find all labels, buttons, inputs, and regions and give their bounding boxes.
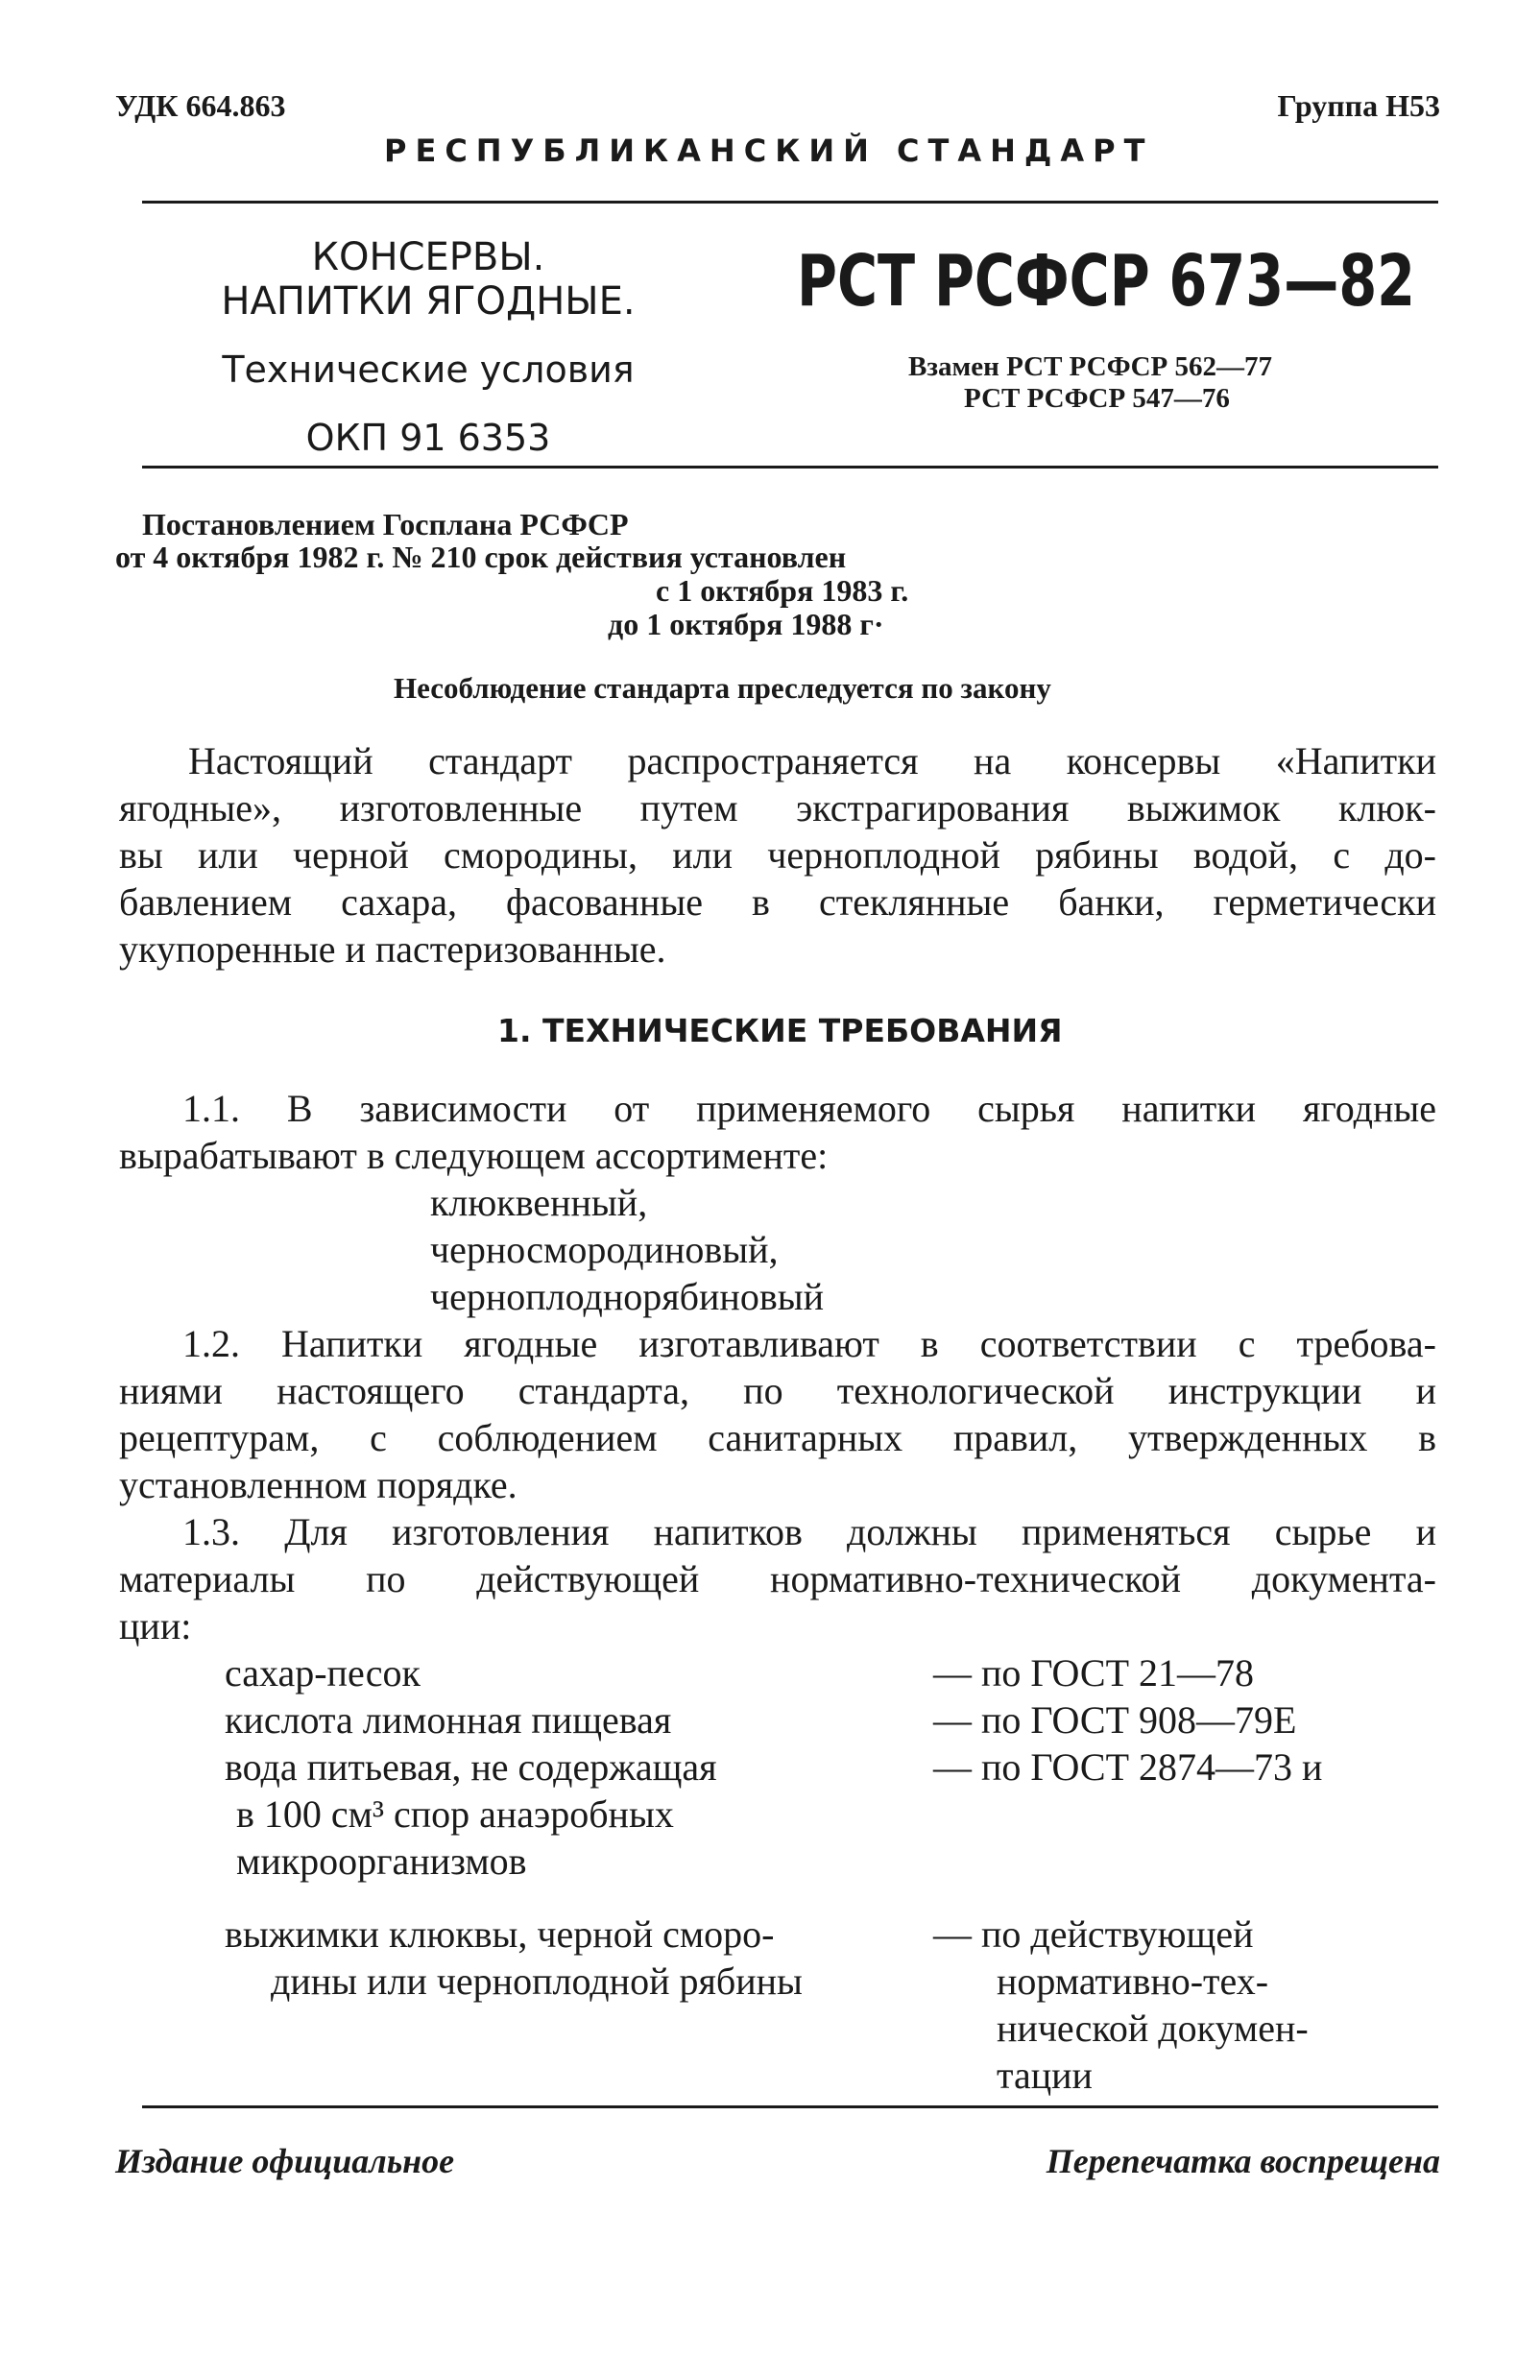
material-name: кислота лимонная пищевая: [225, 1698, 672, 1742]
intro-line: ягодные», изготовленные путем экстрагирования выжимок клюк-: [119, 786, 1436, 829]
material-name: вода питьевая, не содержащая: [225, 1745, 717, 1789]
decree-line1: Постановлением Госплана РСФСР: [142, 507, 629, 541]
spec-title: Технические условия: [222, 349, 635, 391]
p12-line: 1.2. Напитки ягодные изготавливают в соответствии с требова-: [182, 1322, 1436, 1365]
udk-code: УДК 664.863: [115, 88, 286, 123]
material-ref: нормативно-тех-: [997, 1959, 1269, 2003]
material-name: дины или черноплодной рябины: [271, 1959, 803, 2003]
material-name: в 100 см³ спор анаэробных: [236, 1792, 674, 1836]
intro-line: бавлением сахара, фасованные в стеклянные банки, герметически: [119, 880, 1436, 924]
assortment-item: клюквенный,: [430, 1181, 648, 1224]
material-name: микроорганизмов: [236, 1839, 527, 1883]
law-warning: Несоблюдение стандарта преследуется по закону: [394, 671, 1051, 705]
material-ref: — по ГОСТ 908—79Е: [933, 1698, 1297, 1742]
p12-line: рецептурам, с соблюдением санитарных правил, утвержденных в: [119, 1416, 1436, 1459]
replaces-line2: РСТ РСФСР 547—76: [964, 383, 1230, 414]
decree-line4: до 1 октября 1988 г·: [608, 607, 884, 641]
p13-line: ции:: [119, 1604, 192, 1647]
p13-line: материалы по действующей нормативно-технической документа-: [119, 1557, 1436, 1600]
product-title-line2: НАПИТКИ ЯГОДНЫЕ.: [221, 279, 636, 324]
material-ref: — по ГОСТ 2874—73 и: [933, 1745, 1323, 1789]
p11-line: 1.1. В зависимости от применяемого сырья напитки ягодные: [182, 1087, 1436, 1130]
intro-line: вы или черной смородины, или черноплодной рябины водой, с до-: [119, 833, 1436, 877]
group-code: Группа Н53: [1277, 88, 1440, 123]
p12-line: установленном порядке.: [119, 1463, 517, 1506]
reprint-prohibited-note: Перепечатка воспрещена: [1046, 2142, 1440, 2180]
p12-line: ниями настоящего стандарта, по технологической инструкции и: [119, 1369, 1436, 1412]
okp-code: ОКП 91 6353: [305, 417, 551, 459]
decree-line2: от 4 октября 1982 г. № 210 срок действия установлен: [115, 540, 847, 574]
p13-line: 1.3. Для изготовления напитков должны применяться сырье и: [182, 1510, 1436, 1553]
section-title: 1. ТЕХНИЧЕСКИЕ ТРЕБОВАНИЯ: [497, 1012, 1063, 1049]
republican-standard-subtitle: РЕСПУБЛИКАНСКИЙ СТАНДАРТ: [384, 132, 1154, 169]
p11-line: вырабатывают в следующем ассортименте:: [119, 1134, 829, 1177]
decree-line3: с 1 октября 1983 г.: [656, 573, 909, 608]
product-title-line1: КОНСЕРВЫ.: [311, 235, 545, 279]
replaces-line1: Взамен РСТ РСФСР 562—77: [908, 351, 1273, 382]
material-name: выжимки клюквы, черной сморо-: [225, 1912, 775, 1956]
footer-rule: [142, 2105, 1438, 2108]
assortment-item: черносмородиновый,: [430, 1228, 779, 1271]
material-ref: нической докумен-: [997, 2007, 1309, 2050]
material-ref: — по ГОСТ 21—78: [933, 1651, 1255, 1695]
header-rule-top: [142, 201, 1438, 204]
material-name: сахар-песок: [225, 1651, 421, 1695]
intro-line: укупоренные и пастеризованные.: [119, 927, 666, 971]
assortment-item: черноплоднорябиновый: [430, 1275, 824, 1318]
intro-line: Настоящий стандарт распространяется на консервы «Напитки: [188, 739, 1436, 782]
standard-code: РСТ РСФСР 673—82: [797, 240, 1416, 323]
official-edition-note: Издание официальное: [115, 2142, 455, 2180]
material-ref: тации: [997, 2054, 1093, 2097]
material-ref: — по действующей: [933, 1912, 1254, 1956]
header-rule-bottom: [142, 466, 1438, 469]
